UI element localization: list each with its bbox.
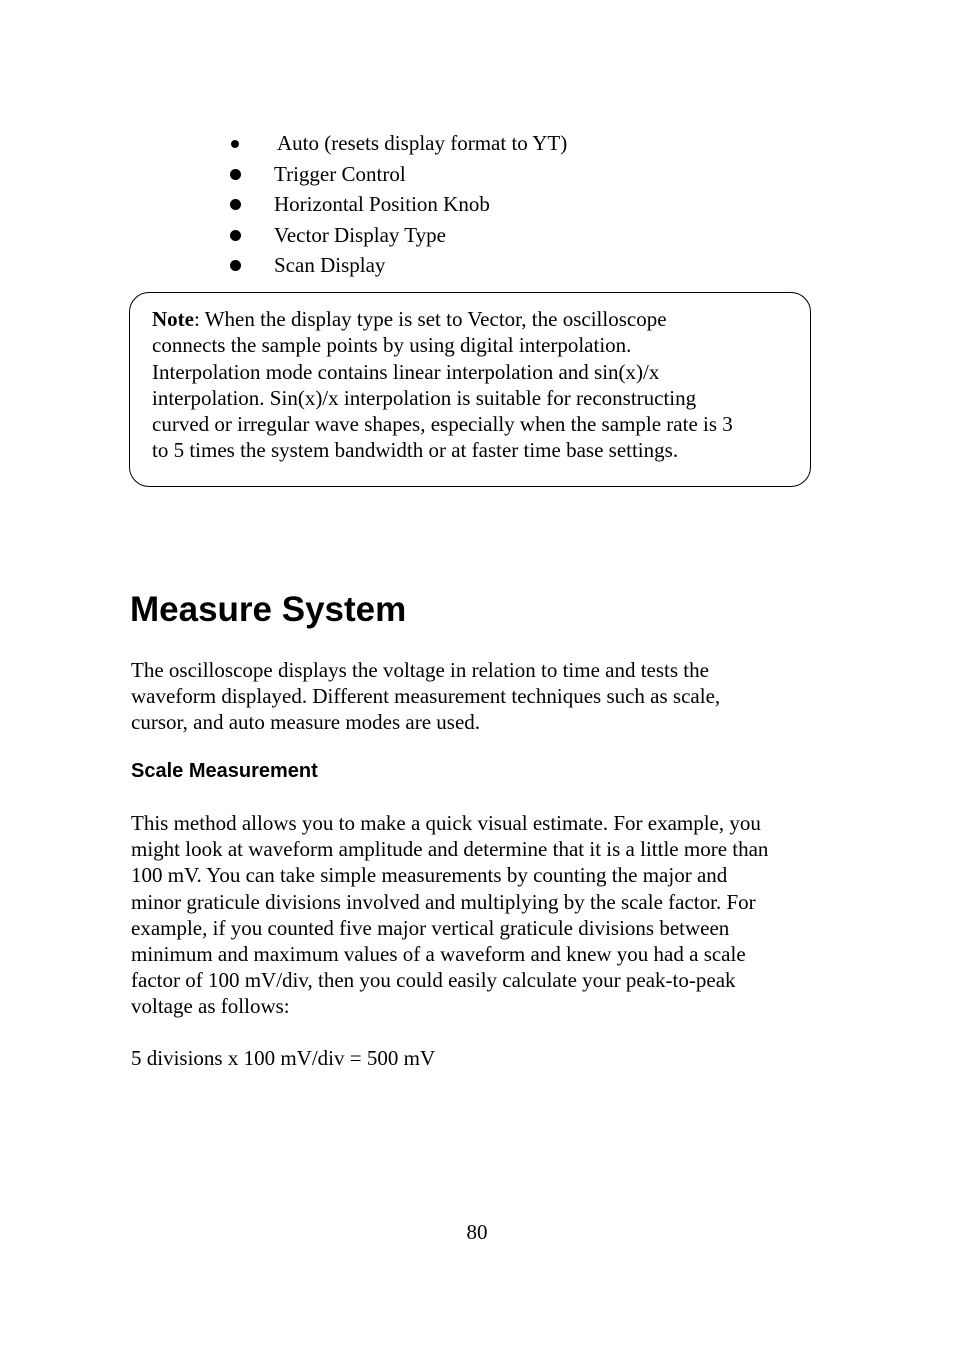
note-line: Interpolation mode contains linear interpolation and sin(x)/x (152, 359, 660, 384)
section-heading: Measure System (130, 590, 407, 629)
paragraph-line: factor of 100 mV/div, then you could easily calculate your peak-to-peak (131, 968, 736, 993)
bullet-dot-icon (230, 199, 241, 210)
bullet-text: Trigger Control (274, 161, 406, 186)
paragraph-line: might look at waveform amplitude and determine that it is a little more than (131, 837, 769, 862)
paragraph-line: example, if you counted five major vertical graticule divisions between (131, 915, 730, 940)
paragraph-line: minor graticule divisions involved and multiplying by the scale factor. For (131, 889, 756, 914)
bullet-dot-icon (231, 140, 239, 148)
note-line: to 5 times the system bandwidth or at faster time base settings. (152, 438, 679, 463)
note-text (152, 306, 802, 464)
page-number: 80 (466, 1220, 488, 1244)
note-line: interpolation. Sin(x)/x interpolation is suitable for reconstructing (152, 385, 697, 410)
formula-text: 5 divisions x 100 mV/div = 500 mV (131, 1046, 436, 1070)
bullet-text: Horizontal Position Knob (274, 192, 490, 216)
paragraph-line: voltage as follows: (131, 994, 290, 1019)
paragraph-line: minimum and maximum values of a waveform and knew you had a scale (131, 942, 746, 967)
paragraph-line: waveform displayed. Different measurement techniques such as scale, (131, 684, 721, 709)
intro-paragraph (131, 657, 831, 736)
bullet-text: Vector Display Type (274, 222, 446, 247)
bullet-text: Scan Display (274, 253, 386, 277)
subsection-heading: Scale Measurement (131, 760, 318, 782)
note-line: connects the sample points by using digital interpolation. (152, 333, 632, 358)
bullet-text: Auto (resets display format to YT) (277, 131, 568, 155)
bullet-dot-icon (230, 260, 241, 271)
formula-line (131, 1045, 831, 1071)
paragraph-line: cursor, and auto measure modes are used. (131, 710, 481, 735)
note-label: Note (152, 307, 194, 331)
paragraph-line: 100 mV. You can take simple measurements by counting the major and (131, 863, 728, 888)
paragraph-line: The oscilloscope displays the voltage in relation to time and tests the (131, 658, 709, 682)
note-line (152, 306, 802, 332)
note-line: curved or irregular wave shapes, especially when the sample rate is 3 (152, 412, 733, 437)
bullet-dot-icon (230, 169, 241, 180)
scale-measurement-paragraph (131, 810, 831, 1020)
paragraph-line: This method allows you to make a quick visual estimate. For example, you (131, 811, 761, 835)
note-line-text: : When the display type is set to Vector, the oscilloscope (193, 307, 667, 331)
bullet-dot-icon (230, 230, 241, 241)
